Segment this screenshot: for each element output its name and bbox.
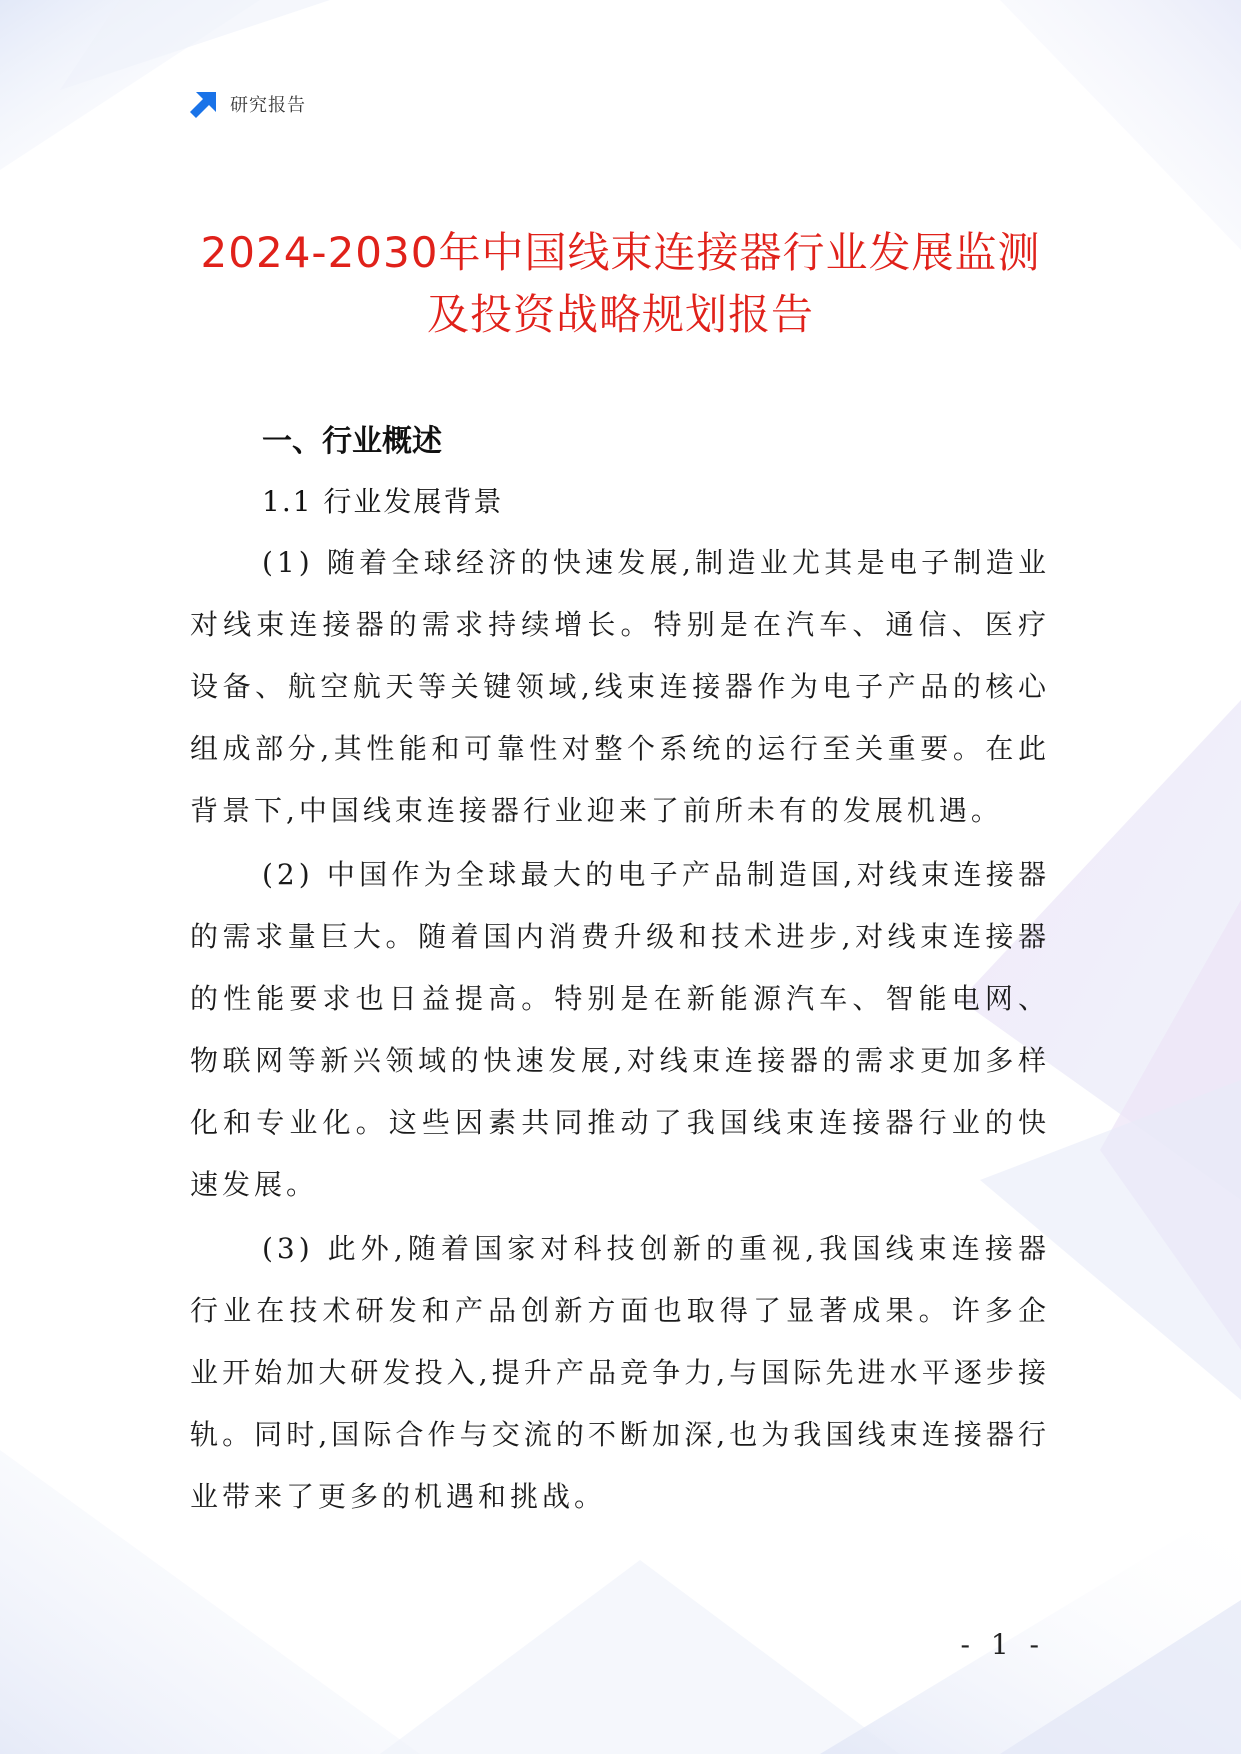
paragraph-2: (2) 中国作为全球最大的电子产品制造国,对线束连接器的需求量巨大。随着国内消费升级和技术进步,对线束连接器的性能要求也日益提高。特别是在新能源汽车、智能电网、物联网等新兴领域的快速发展,对线束连接器的需求更加多样化和专业化。这些因素共同推动了我国线束连接器行业的快速发展。 [190, 858, 1050, 1201]
section-heading: 一、行业概述 [262, 424, 442, 459]
report-body [190, 412, 1050, 1528]
title-line-1: 2024-2030年中国线束连接器行业发展监测 [200, 228, 1041, 277]
report-header [188, 88, 306, 120]
paragraph-3: (3) 此外,随着国家对科技创新的重视,我国线束连接器行业在技术研发和产品创新方面也取得了显著成果。许多企业开始加大研发投入,提升产品竞争力,与国际先进水平逐步接轨。同时,国际合作与交流的不断加深,也为我国线束连接器行业带来了更多的机遇和挑战。 [190, 1232, 1050, 1513]
page-number: - 1 - [960, 1628, 1045, 1661]
paragraph-1: (1) 随着全球经济的快速发展,制造业尤其是电子制造业对线束连接器的需求持续增长。特别是在汽车、通信、医疗设备、航空航天等关键领域,线束连接器作为电子产品的核心组成部分,其性能和可靠性对整个系统的运行至关重要。在此背景下,中国线束连接器行业迎来了前所未有的发展机遇。 [190, 546, 1050, 827]
report-title [150, 222, 1091, 346]
title-line-2: 及投资战略规划报告 [426, 290, 814, 339]
arrow-up-right-logo-icon [188, 88, 220, 120]
subsection-heading: 1.1 行业发展背景 [262, 485, 504, 518]
header-label: 研究报告 [230, 95, 306, 116]
